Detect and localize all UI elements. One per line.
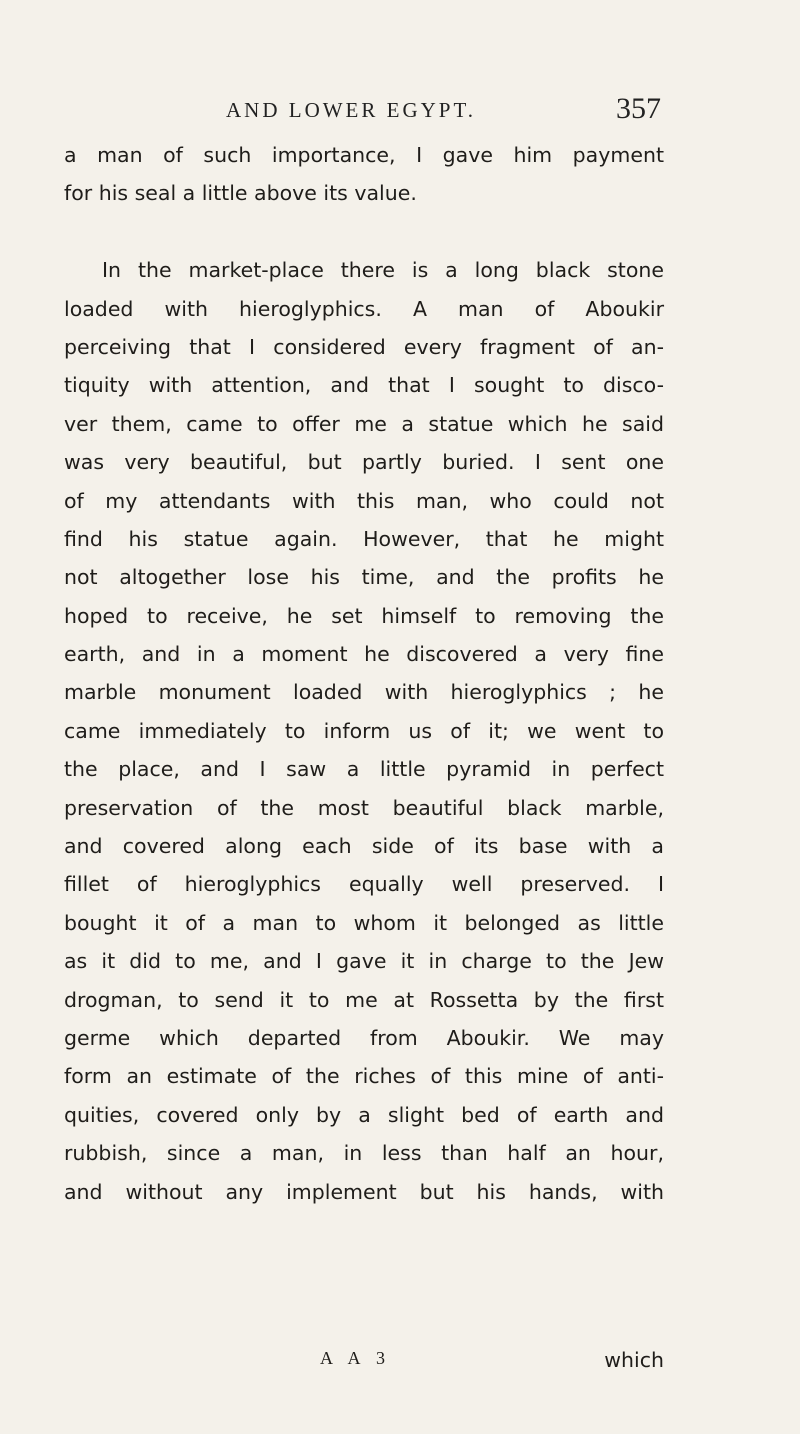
paragraph-gap [64, 213, 664, 251]
text-line: quities, covered only by a slight bed of earth and [64, 1102, 664, 1127]
paragraph [64, 136, 664, 213]
page-footer [64, 1348, 664, 1388]
text-line: for his seal a little above its value. [64, 181, 417, 206]
text-line: perceiving that I considered every fragment of an- [64, 334, 664, 359]
text-line: came immediately to inform us of it; we went to [64, 718, 664, 743]
running-head: AND LOWER EGYPT. [226, 98, 477, 122]
page-header [0, 92, 800, 132]
text-line: drogman, to send it to me at Rossetta by the first [64, 987, 664, 1012]
page-number: 357 [616, 92, 661, 125]
text-line: loaded with hieroglyphics. A man of Aboukir [64, 296, 664, 321]
text-line: not altogether lose his time, and the profits he [64, 565, 664, 590]
signature-mark: A A 3 [320, 1348, 392, 1368]
text-line: tiquity with attention, and that I sought to disco- [64, 373, 664, 398]
text-line: and without any implement but his hands, with [64, 1179, 664, 1204]
text-line: ver them, came to offer me a statue which he said [64, 411, 664, 436]
text-line: was very beautiful, but partly buried. I sent one [64, 450, 664, 475]
text-line: form an estimate of the riches of this mine of anti- [64, 1064, 664, 1089]
text-line: of my attendants with this man, who could not [64, 488, 664, 513]
text-line: preservation of the most beautiful black marble, [64, 795, 664, 820]
catchword: which [604, 1348, 664, 1372]
text-line: fillet of hieroglyphics equally well preserved. I [64, 872, 664, 897]
text-line: find his statue again. However, that he might [64, 526, 664, 551]
text-line: earth, and in a moment he discovered a very fine [64, 642, 664, 667]
body-text [64, 136, 664, 1211]
text-line: germe which departed from Aboukir. We may [64, 1025, 664, 1050]
text-line: marble monument loaded with hieroglyphics ; he [64, 680, 664, 705]
text-line: and covered along each side of its base with a [64, 834, 664, 859]
text-line: rubbish, since a man, in less than half an hour, [64, 1141, 664, 1166]
text-line: the place, and I saw a little pyramid in perfect [64, 757, 664, 782]
text-line: as it did to me, and I gave it in charge to the Jew [64, 949, 664, 974]
text-line: bought it of a man to whom it belonged as little [64, 910, 664, 935]
text-line: hoped to receive, he set himself to removing the [64, 603, 664, 628]
text-line: a man of such importance, I gave him payment [64, 143, 664, 167]
text-line: In the market-place there is a long black stone [102, 258, 664, 283]
paragraph [64, 251, 664, 1211]
